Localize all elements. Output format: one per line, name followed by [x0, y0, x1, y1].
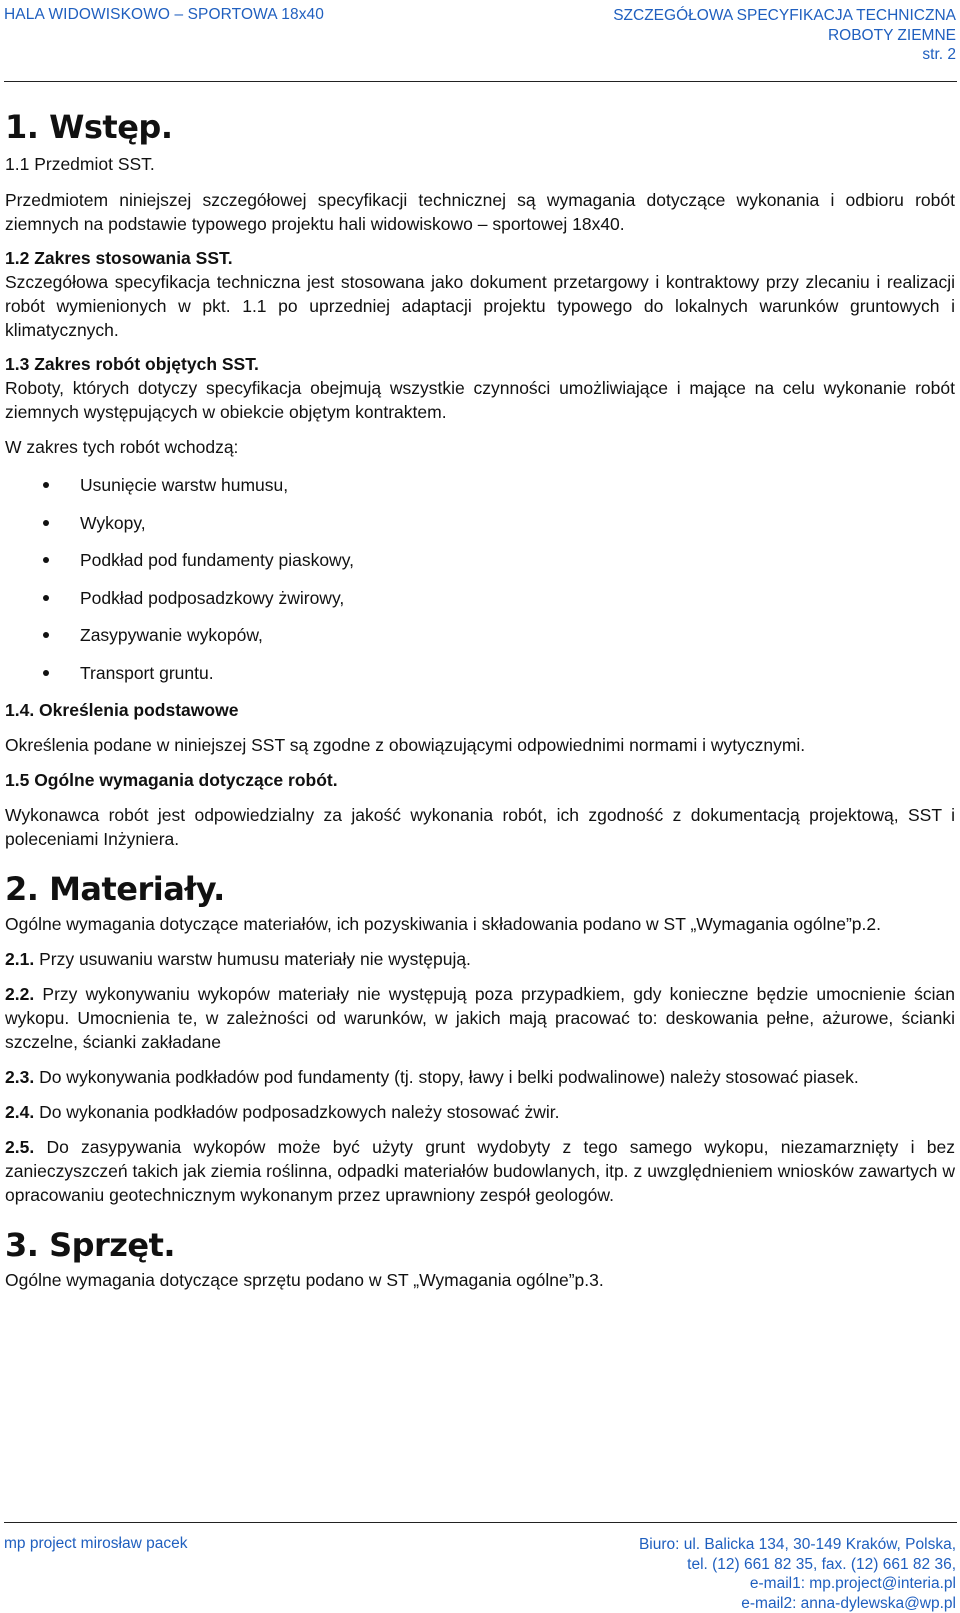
bullet-icon: [43, 557, 49, 563]
footer-divider: [4, 1522, 957, 1523]
list-item: Wykopy,: [5, 511, 955, 549]
scope-list: [5, 473, 955, 698]
paragraph-2-4: 2.4. Do wykonania podkładów podposadzkowych należy stosować żwir.: [5, 1102, 560, 1122]
section-1-3-text: Roboty, których dotyczy specyfikacja obejmują wszystkie czynności umożliwiające i mające na celu wykonanie robót ziemnych występujących w obiekcie objętym kontraktem.: [5, 378, 955, 422]
section-1-5-heading: 1.5 Ogólne wymagania dotyczące robót.: [5, 770, 338, 790]
header-page-number: str. 2: [922, 46, 956, 63]
footer-email-1: e-mail1: mp.project@interia.pl: [749, 1575, 956, 1592]
bullet-icon: [43, 632, 49, 638]
list-item: Usunięcie warstw humusu,: [5, 473, 955, 511]
section-1-5-text: Wykonawca robót jest odpowiedzialny za jakość wykonania robót, ich zgodność z dokumentacją projektową, SST i poleceniami Inżyniera.: [5, 805, 955, 849]
paragraph-2-1: 2.1. Przy usuwaniu warstw humusu materiały nie występują.: [5, 949, 471, 969]
header-spec-title: SZCZEGÓŁOWA SPECYFIKACJA TECHNICZNA: [613, 7, 956, 24]
list-intro: W zakres tych robót wchodzą:: [5, 437, 239, 457]
list-item: Podkład pod fundamenty piaskowy,: [5, 548, 955, 586]
section-1-4-heading: 1.4. Określenia podstawowe: [5, 700, 239, 720]
section-1-1-heading: 1.1 Przedmiot SST.: [5, 154, 155, 174]
section-3-title: 3. Sprzęt.: [5, 1226, 176, 1264]
footer-phone: tel. (12) 661 82 35, fax. (12) 661 82 36,: [687, 1555, 956, 1573]
section-3-intro: Ogólne wymagania dotyczące sprzętu podano w ST „Wymagania ogólne”p.3.: [5, 1270, 604, 1290]
paragraph-2-2: 2.2. Przy wykonywaniu wykopów materiały nie występują poza przypadkiem, gdy konieczne będzie umocnienie ścian wykopu. Umocnienia te, w zależności od warunków, w jakich mają pracować to: deskowania pełne, ażurowe, ścianki szczelne, ścianki zakładane: [5, 984, 955, 1052]
header-divider: [4, 81, 957, 82]
paragraph-2-3: 2.3. Do wykonywania podkładów pod fundamenty (tj. stopy, ławy i belki podwalinowe) należy stosować piasek.: [5, 1067, 859, 1087]
header-project-title: HALA WIDOWISKOWO – SPORTOWA 18x40: [4, 6, 324, 23]
section-1-1-text: Przedmiotem niniejszej szczegółowej specyfikacji technicznej są wymagania dotyczące wykonania i odbioru robót ziemnych na podstawie typowego projektu hali widowiskowo – sportowej 18x40.: [5, 190, 955, 234]
section-1-4-text: Określenia podane w niniejszej SST są zgodne z obowiązującymi odpowiednimi normami i wytycznymi.: [5, 735, 806, 755]
document-body: [5, 108, 955, 1292]
list-item: Zasypywanie wykopów,: [5, 623, 955, 661]
bullet-icon: [43, 482, 49, 488]
section-2-title: 2. Materiały.: [5, 870, 225, 908]
section-1-title: 1. Wstęp.: [5, 108, 173, 146]
bullet-icon: [43, 670, 49, 676]
footer-contact: [639, 1535, 956, 1613]
bullet-icon: [43, 520, 49, 526]
section-2-intro: Ogólne wymagania dotyczące materiałów, ich pozyskiwania i składowania podano w ST „Wymagania ogólne”p.2.: [5, 914, 881, 934]
footer-email-2: e-mail2: anna-dylewska@wp.pl: [741, 1594, 956, 1612]
footer-address: Biuro: ul. Balicka 134, 30-149 Kraków, Polska,: [638, 1536, 956, 1553]
list-item: Podkład podposadzkowy żwirowy,: [5, 586, 955, 624]
header-document-info: [613, 6, 956, 65]
list-item: Transport gruntu.: [5, 661, 955, 699]
footer-company: mp project mirosław pacek: [4, 1535, 188, 1552]
section-1-2-heading: 1.2 Zakres stosowania SST.: [5, 248, 233, 268]
section-1-3-heading: 1.3 Zakres robót objętych SST.: [5, 354, 259, 374]
header-section-title: ROBOTY ZIEMNE: [827, 26, 956, 44]
section-1-2-text: Szczegółowa specyfikacja techniczna jest stosowana jako dokument przetargowy i kontraktowy przy zlecaniu i realizacji robót wymienionych w pkt. 1.1 po uprzedniej adaptacji projektu typowego do lokalnych warunków gruntowych i klimatycznych.: [5, 272, 955, 340]
bullet-icon: [43, 595, 49, 601]
paragraph-2-5: 2.5. Do zasypywania wykopów może być użyty grunt wydobyty z tego samego wykopu, niezamarznięty i bez zanieczyszczeń takich jak ziemia roślinna, odpadki materiałów budowlanych, itp. z uwzględnieniem wniosków zawartych w opracowaniu geotechnicznym wykonanym przez uprawniony zespół geologów.: [5, 1137, 955, 1205]
